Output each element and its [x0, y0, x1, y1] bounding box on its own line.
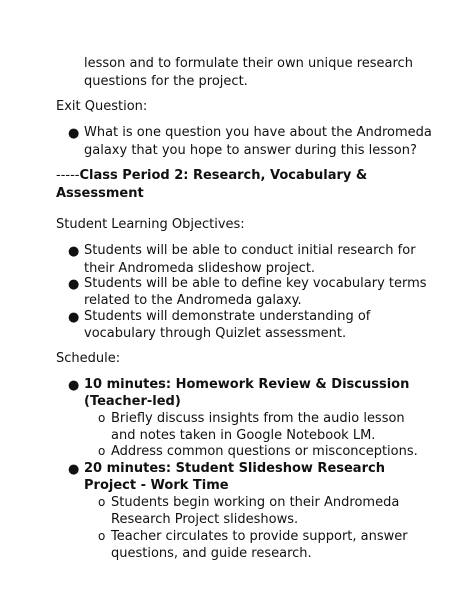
bullet-icon: ● [68, 378, 80, 393]
bullet-icon: ● [68, 244, 80, 259]
objective-3-line-1: Students will demonstrate understanding of [84, 309, 371, 324]
schedule-item-1-line-2: (Teacher-led) [84, 394, 181, 409]
objective-1-line-1: Students will be able to conduct initial research for [84, 243, 416, 258]
sub-bullet-icon: o [98, 529, 106, 543]
schedule-item-1-sub-1-line-1: Briefly discuss insights from the audio lesson [111, 411, 405, 426]
sub-bullet-icon: o [98, 411, 106, 425]
schedule-item-1-line-1: 10 minutes: Homework Review & Discussion [84, 377, 410, 392]
exit-question-line-2: galaxy that you hope to answer during this lesson? [84, 143, 417, 158]
bullet-icon: ● [68, 277, 80, 292]
class-period-title: Class Period 2: Research, Vocabulary & [79, 168, 368, 183]
intro-text-line-1: lesson and to formulate their own unique research [84, 56, 413, 71]
objective-3-line-2: vocabulary through Quizlet assessment. [84, 326, 347, 341]
sub-bullet-icon: o [98, 495, 106, 509]
class-period-dashes: ----- [56, 168, 80, 183]
schedule-item-2-line-2: Project - Work Time [84, 478, 229, 493]
schedule-item-2-line-1: 20 minutes: Student Slideshow Research [84, 461, 385, 476]
sub-bullet-icon: o [98, 444, 106, 458]
schedule-item-1-sub-1-line-2: and notes taken in Google Notebook LM. [111, 428, 376, 443]
class-period-heading-line-2: Assessment [56, 186, 144, 201]
objective-1-line-2: their Andromeda slideshow project. [84, 261, 316, 276]
class-period-heading-line-1 [56, 167, 367, 184]
bullet-icon: ● [68, 310, 80, 325]
schedule-item-2-sub-1-line-1: Students begin working on their Andromeda [111, 495, 400, 510]
objective-2-line-1: Students will be able to define key vocabulary terms [84, 276, 427, 291]
bullet-icon: ● [68, 126, 80, 141]
bullet-icon: ● [68, 462, 80, 477]
intro-text-line-2: questions for the project. [84, 74, 248, 89]
schedule-item-1-sub-2-line-1: Address common questions or misconceptions. [111, 444, 418, 459]
schedule-item-2-sub-1-line-2: Research Project slideshows. [111, 512, 299, 527]
objective-2-line-2: related to the Andromeda galaxy. [84, 293, 302, 308]
exit-question-heading: Exit Question: [56, 99, 148, 114]
schedule-item-2-sub-2-line-2: questions, and guide research. [111, 546, 312, 561]
schedule-item-2-sub-2-line-1: Teacher circulates to provide support, answer [111, 529, 408, 544]
schedule-heading: Schedule: [56, 351, 121, 366]
exit-question-line-1: What is one question you have about the Andromeda [84, 125, 432, 140]
objectives-heading: Student Learning Objectives: [56, 217, 245, 232]
